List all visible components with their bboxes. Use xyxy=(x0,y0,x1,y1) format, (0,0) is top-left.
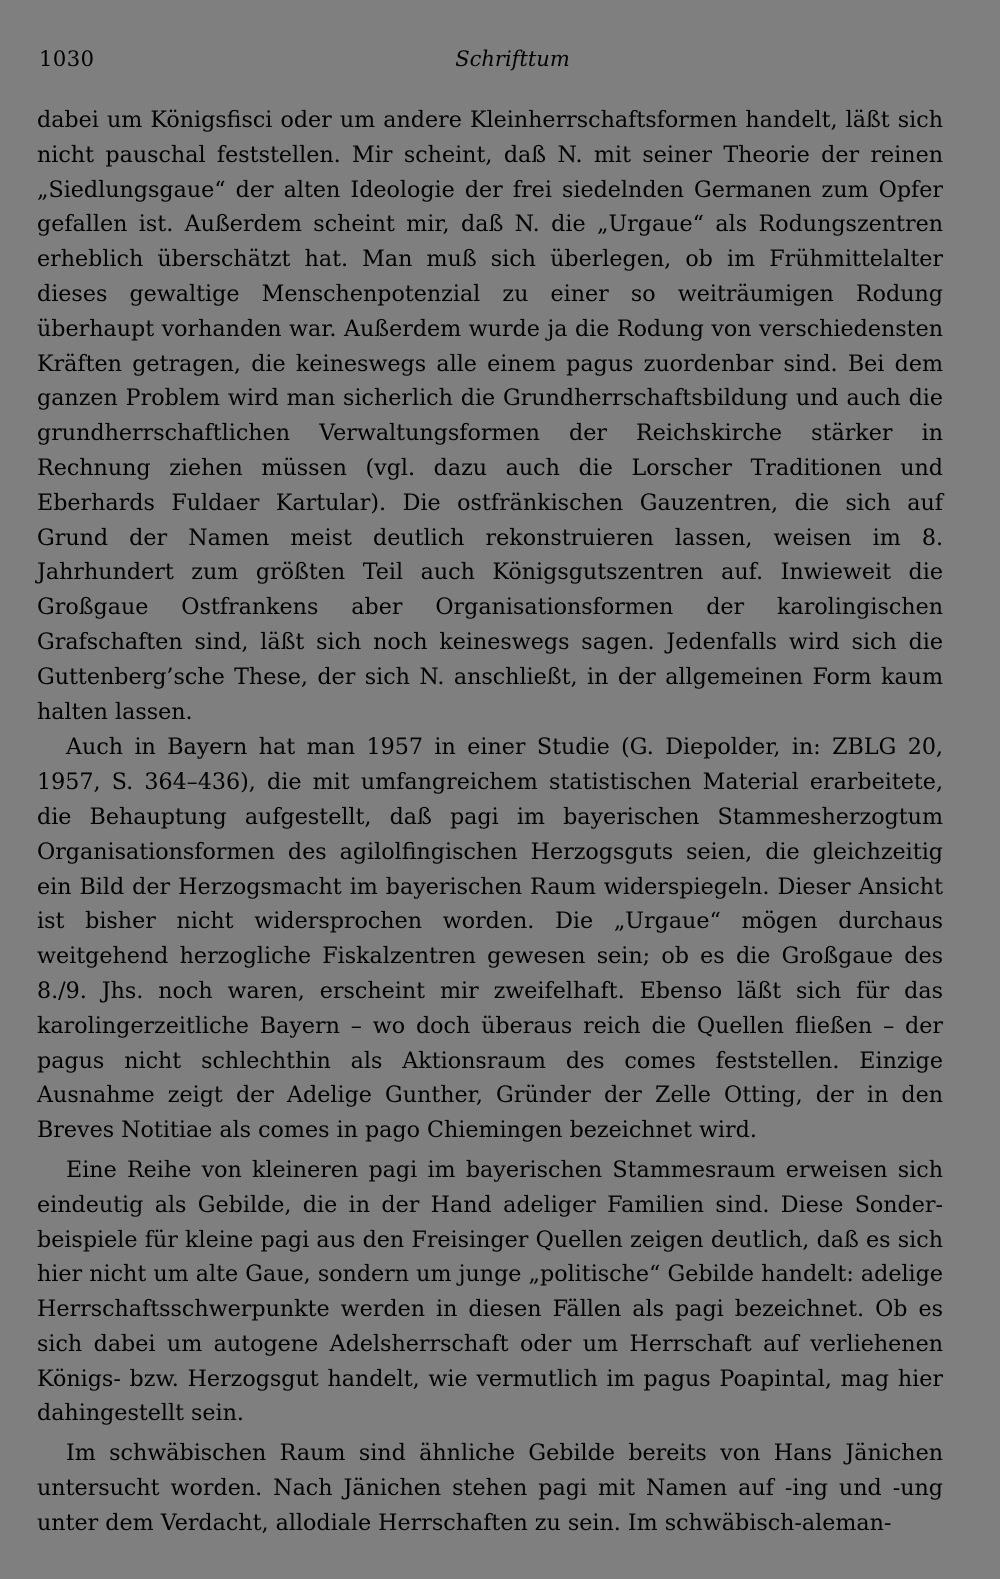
paragraph-kleinere-pagi: Eine Reihe von kleineren pagi im bayerischen Stammesraum erweisen sich eindeutig als Gebilde, die in der Hand adeliger Familien sind. Diese Sonderbeispiele für kleine pagi aus den Freisinger Quellen zeigen deutlich, daß es sich hier nicht um alte Gaue, sondern um junge „politische“ Gebilde handelt: adelige Herrschaftsschwerpunkte werden in diesen Fällen als pagi bezeichnet. Ob es sich dabei um autogene Adelsherrschaft oder um Herrschaft auf verliehenen Königs- bzw. Herzogsgut handelt, wie vermutlich im pagus Poapintal, mag hier dahingestellt sein. xyxy=(37,1156,943,1427)
paragraph-schwaebischer-raum: Im schwäbischen Raum sind ähnliche Gebilde bereits von Hans Jänichen untersucht worden. Nach Jänichen stehen pagi mit Namen auf -ing und -ung unter dem Verdacht, allodiale Herrschaften zu sein. Im schwäbisch-aleman- xyxy=(37,1440,943,1536)
page-number: 1030 xyxy=(39,47,95,71)
body-text xyxy=(37,103,943,1541)
running-title: Schrifttum xyxy=(455,47,570,71)
page-header xyxy=(37,44,943,76)
book-page xyxy=(37,44,943,1541)
paragraph-bayern: Auch in Bayern hat man 1957 in einer Studie (G. Diepolder, in: ZBLG 20, 1957, S. 364–436), die mit umfangreichem statistischen Material erarbeitete, die Behauptung aufgestellt, daß pagi im bayerischen Stammesherzogtum Organisationsformen des agilolfingischen Herzogsguts seien, die gleichzeitig ein Bild der Herzogsmacht im bayerischen Raum widerspiegeln. Dieser Ansicht ist bisher nicht widersprochen worden. Die „Urgaue“ mögen durchaus weitgehend herzogliche Fiskalzentren gewesen sein; ob es die Großgaue des 8./9. Jhs. noch waren, erscheint mir zweifelhaft. Ebenso läßt sich für das karolingerzeitliche Bayern – wo doch überaus reich die Quellen fließen – der pagus nicht schlechthin als Aktionsraum des comes feststellen. Einzige Ausnahme zeigt der Adelige Gunther, Gründer der Zelle Otting, der in den Breves Notitiae als comes in pago Chiemingen bezeichnet wird. xyxy=(37,734,943,1144)
paragraph-continued: dabei um Königsfisci oder um andere Kleinherrschaftsformen handelt, läßt sich nicht pauschal feststellen. Mir scheint, daß N. mit seiner Theorie der reinen „Siedlungsgaue“ der alten Ideologie der frei siedelnden Germanen zum Opfer gefallen ist. Außerdem scheint mir, daß N. die „Urgaue“ als Rodungszentren erheblich überschätzt hat. Man muß sich überlegen, ob im Frühmittelalter dieses gewaltige Menschenpotenzial zu einer so weiträumigen Rodung überhaupt vorhanden war. Außerdem wurde ja die Rodung von verschiedensten Kräften getragen, die keineswegs alle einem pagus zuordenbar sind. Bei dem ganzen Problem wird man sicherlich die Grundherrschaftsbildung und auch die grundherrschaftlichen Verwaltungsformen der Reichskirche stärker in Rechnung ziehen müssen (vgl. dazu auch die Lorscher Traditionen und Eberhards Fuldaer Kartular). Die ostfränkischen Gauzentren, die sich auf Grund der Namen meist deutlich rekonstruieren lassen, weisen im 8. Jahrhundert zum größten Teil auch Königsgutszentren auf. Inwieweit die Großgaue Ostfrankens aber Organisationsformen der karolingischen Grafschaften sind, läßt sich noch keineswegs sagen. Jedenfalls wird sich die Guttenberg’sche These, der sich N. anschließt, in der allgemeinen Form kaum halten lassen. xyxy=(37,107,943,725)
